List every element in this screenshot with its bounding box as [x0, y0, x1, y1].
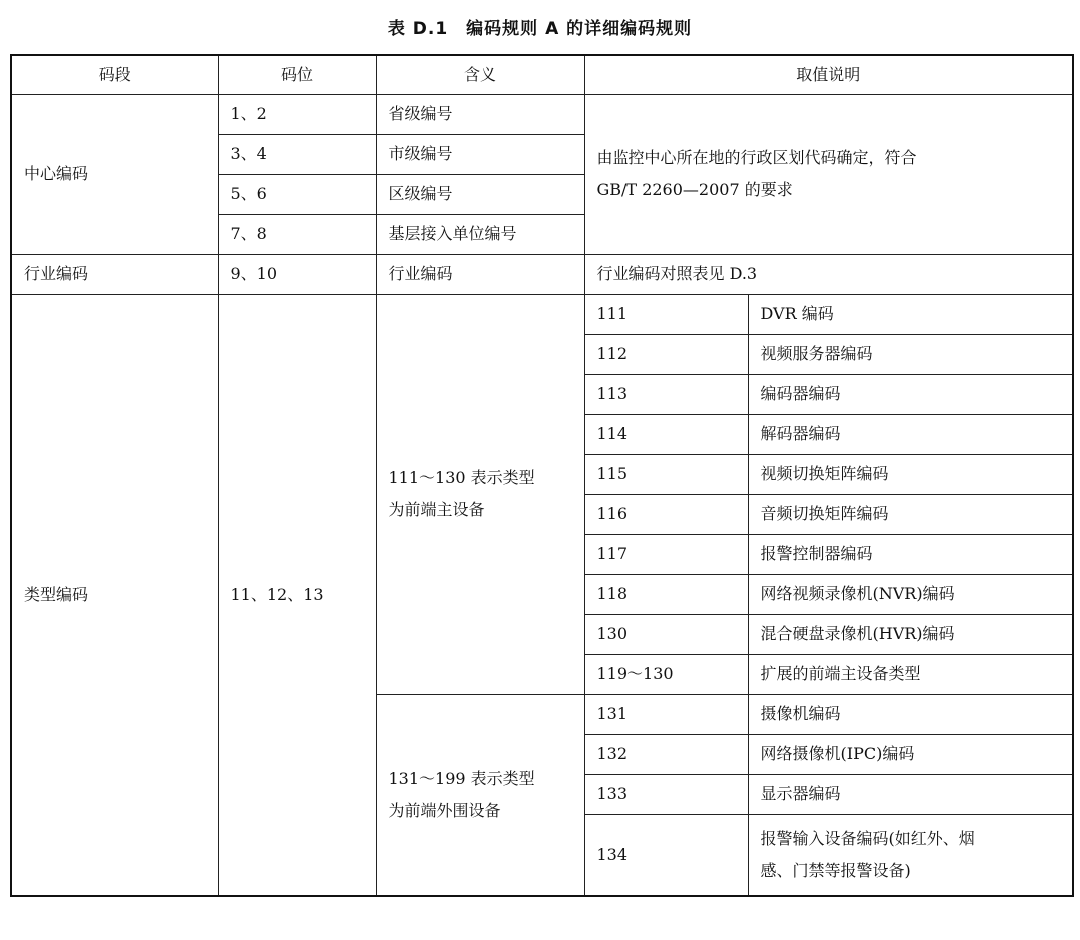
type-name-cell: 解码器编码 — [748, 414, 1073, 454]
type-code-cell: 131 — [584, 694, 748, 734]
meaning-cell: 区级编号 — [376, 174, 584, 214]
industry-description: 行业编码对照表见 D.3 — [584, 254, 1073, 294]
type-code-cell: 132 — [584, 734, 748, 774]
type-code-cell: 112 — [584, 334, 748, 374]
position-cell: 3、4 — [218, 134, 376, 174]
header-segment: 码段 — [11, 55, 218, 94]
type-name-cell: 显示器编码 — [748, 774, 1073, 814]
type-code-cell: 116 — [584, 494, 748, 534]
type-code-cell: 133 — [584, 774, 748, 814]
segment-industry: 行业编码 — [11, 254, 218, 294]
type-code-cell: 111 — [584, 294, 748, 334]
position-cell: 7、8 — [218, 214, 376, 254]
type-name-cell: 摄像机编码 — [748, 694, 1073, 734]
type-name-line2: 感、门禁等报警设备) — [760, 860, 911, 880]
segment-type: 类型编码 — [11, 294, 218, 896]
meaning-front-peripheral-line1: 131～199 表示类型 — [388, 768, 535, 788]
type-name-cell: 视频服务器编码 — [748, 334, 1073, 374]
table-row — [11, 254, 1073, 294]
encoding-rules-table — [10, 54, 1074, 897]
type-name-cell: 报警控制器编码 — [748, 534, 1073, 574]
header-position: 码位 — [218, 55, 376, 94]
meaning-front-main — [376, 294, 584, 694]
meaning-cell: 行业编码 — [376, 254, 584, 294]
meaning-cell: 市级编号 — [376, 134, 584, 174]
type-code-cell: 118 — [584, 574, 748, 614]
type-name-cell — [748, 814, 1073, 896]
table-row — [11, 294, 1073, 334]
table-header-row — [11, 55, 1073, 94]
segment-center: 中心编码 — [11, 94, 218, 254]
type-code-cell: 114 — [584, 414, 748, 454]
type-code-cell: 119～130 — [584, 654, 748, 694]
position-cell: 5、6 — [218, 174, 376, 214]
position-cell: 11、12、13 — [218, 294, 376, 896]
type-name-cell: 网络摄像机(IPC)编码 — [748, 734, 1073, 774]
header-value-description: 取值说明 — [584, 55, 1073, 94]
meaning-front-peripheral — [376, 694, 584, 896]
meaning-front-main-line1: 111～130 表示类型 — [388, 468, 535, 487]
type-name-cell: 网络视频录像机(NVR)编码 — [748, 574, 1073, 614]
type-code-cell: 130 — [584, 614, 748, 654]
position-cell: 9、10 — [218, 254, 376, 294]
type-name-cell: 音频切换矩阵编码 — [748, 494, 1073, 534]
type-name-cell: 编码器编码 — [748, 374, 1073, 414]
type-code-cell: 115 — [584, 454, 748, 494]
center-description-line2: GB/T 2260—2007 的要求 — [596, 180, 793, 199]
meaning-cell: 省级编号 — [376, 94, 584, 134]
type-name-cell: DVR 编码 — [748, 294, 1073, 334]
meaning-cell: 基层接入单位编号 — [376, 214, 584, 254]
meaning-front-peripheral-line2: 为前端外围设备 — [388, 800, 501, 820]
type-name-cell: 扩展的前端主设备类型 — [748, 654, 1073, 694]
table-row — [11, 94, 1073, 134]
center-description — [584, 94, 1073, 254]
type-name-cell: 视频切换矩阵编码 — [748, 454, 1073, 494]
meaning-front-main-line2: 为前端主设备 — [388, 500, 485, 519]
type-name-line1: 报警输入设备编码(如红外、烟 — [760, 828, 975, 848]
type-name-cell: 混合硬盘录像机(HVR)编码 — [748, 614, 1073, 654]
header-meaning: 含义 — [376, 55, 584, 94]
table-title: 表 D.1 编码规则 A 的详细编码规则 — [387, 19, 693, 39]
type-code-cell: 117 — [584, 534, 748, 574]
center-description-line1: 由监控中心所在地的行政区划代码确定，符合 — [596, 148, 917, 167]
type-code-cell: 113 — [584, 374, 748, 414]
position-cell: 1、2 — [218, 94, 376, 134]
type-code-cell: 134 — [584, 814, 748, 896]
